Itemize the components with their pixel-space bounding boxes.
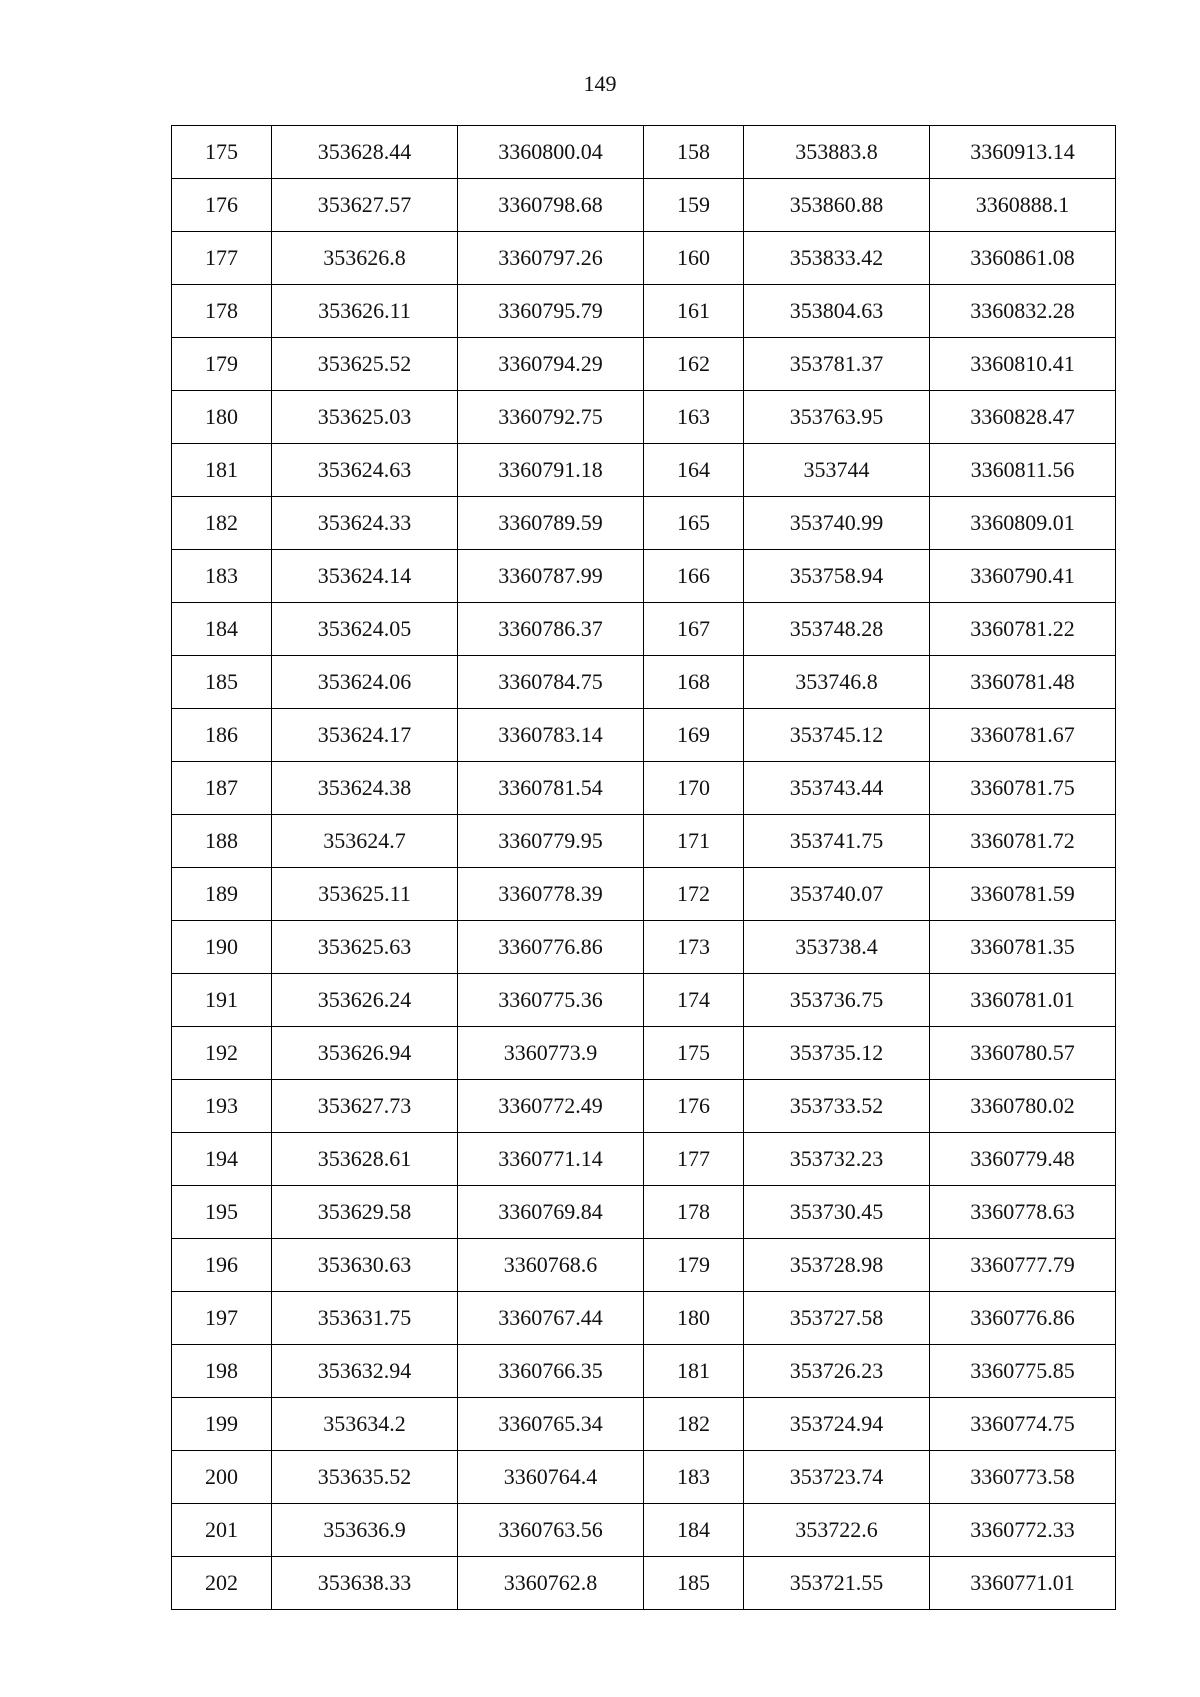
- table-row: [172, 1080, 1116, 1133]
- point-id-cell: 169: [644, 709, 744, 762]
- x-coordinate-cell: 353624.38: [272, 762, 458, 815]
- table-row: [172, 709, 1116, 762]
- point-id-cell: 183: [644, 1451, 744, 1504]
- x-coordinate-cell: 353804.63: [744, 285, 930, 338]
- table-row: [172, 444, 1116, 497]
- point-id-cell: 194: [172, 1133, 272, 1186]
- y-coordinate-cell: 3360765.34: [458, 1398, 644, 1451]
- x-coordinate-cell: 353626.94: [272, 1027, 458, 1080]
- table-row: [172, 550, 1116, 603]
- y-coordinate-cell: 3360762.8: [458, 1557, 644, 1610]
- y-coordinate-cell: 3360809.01: [930, 497, 1116, 550]
- x-coordinate-cell: 353624.33: [272, 497, 458, 550]
- y-coordinate-cell: 3360781.72: [930, 815, 1116, 868]
- table-row: [172, 1557, 1116, 1610]
- point-id-cell: 180: [644, 1292, 744, 1345]
- point-id-cell: 176: [172, 179, 272, 232]
- point-id-cell: 201: [172, 1504, 272, 1557]
- table-row: [172, 1292, 1116, 1345]
- table-row: [172, 1398, 1116, 1451]
- x-coordinate-cell: 353758.94: [744, 550, 930, 603]
- point-id-cell: 180: [172, 391, 272, 444]
- x-coordinate-cell: 353624.63: [272, 444, 458, 497]
- point-id-cell: 192: [172, 1027, 272, 1080]
- x-coordinate-cell: 353628.44: [272, 126, 458, 179]
- y-coordinate-cell: 3360861.08: [930, 232, 1116, 285]
- y-coordinate-cell: 3360774.75: [930, 1398, 1116, 1451]
- y-coordinate-cell: 3360789.59: [458, 497, 644, 550]
- x-coordinate-cell: 353740.07: [744, 868, 930, 921]
- x-coordinate-cell: 353634.2: [272, 1398, 458, 1451]
- y-coordinate-cell: 3360781.54: [458, 762, 644, 815]
- table-row: [172, 762, 1116, 815]
- x-coordinate-cell: 353733.52: [744, 1080, 930, 1133]
- y-coordinate-cell: 3360781.59: [930, 868, 1116, 921]
- point-id-cell: 185: [644, 1557, 744, 1610]
- y-coordinate-cell: 3360800.04: [458, 126, 644, 179]
- point-id-cell: 158: [644, 126, 744, 179]
- table-row: [172, 1239, 1116, 1292]
- table-row: [172, 338, 1116, 391]
- point-id-cell: 198: [172, 1345, 272, 1398]
- point-id-cell: 184: [644, 1504, 744, 1557]
- table-row: [172, 232, 1116, 285]
- x-coordinate-cell: 353732.23: [744, 1133, 930, 1186]
- point-id-cell: 195: [172, 1186, 272, 1239]
- x-coordinate-cell: 353626.8: [272, 232, 458, 285]
- page-number: 149: [583, 71, 617, 96]
- point-id-cell: 181: [644, 1345, 744, 1398]
- x-coordinate-cell: 353624.17: [272, 709, 458, 762]
- x-coordinate-cell: 353626.24: [272, 974, 458, 1027]
- x-coordinate-cell: 353738.4: [744, 921, 930, 974]
- x-coordinate-cell: 353726.23: [744, 1345, 930, 1398]
- x-coordinate-cell: 353624.06: [272, 656, 458, 709]
- x-coordinate-cell: 353740.99: [744, 497, 930, 550]
- table-row: [172, 391, 1116, 444]
- y-coordinate-cell: 3360779.48: [930, 1133, 1116, 1186]
- y-coordinate-cell: 3360794.29: [458, 338, 644, 391]
- x-coordinate-cell: 353627.57: [272, 179, 458, 232]
- y-coordinate-cell: 3360888.1: [930, 179, 1116, 232]
- point-id-cell: 171: [644, 815, 744, 868]
- y-coordinate-cell: 3360769.84: [458, 1186, 644, 1239]
- coordinate-table: [171, 125, 1116, 1610]
- point-id-cell: 179: [644, 1239, 744, 1292]
- y-coordinate-cell: 3360772.49: [458, 1080, 644, 1133]
- x-coordinate-cell: 353727.58: [744, 1292, 930, 1345]
- x-coordinate-cell: 353722.6: [744, 1504, 930, 1557]
- x-coordinate-cell: 353736.75: [744, 974, 930, 1027]
- x-coordinate-cell: 353626.11: [272, 285, 458, 338]
- point-id-cell: 162: [644, 338, 744, 391]
- y-coordinate-cell: 3360775.36: [458, 974, 644, 1027]
- point-id-cell: 178: [172, 285, 272, 338]
- y-coordinate-cell: 3360828.47: [930, 391, 1116, 444]
- y-coordinate-cell: 3360781.35: [930, 921, 1116, 974]
- point-id-cell: 164: [644, 444, 744, 497]
- point-id-cell: 177: [172, 232, 272, 285]
- y-coordinate-cell: 3360779.95: [458, 815, 644, 868]
- point-id-cell: 202: [172, 1557, 272, 1610]
- point-id-cell: 199: [172, 1398, 272, 1451]
- y-coordinate-cell: 3360780.02: [930, 1080, 1116, 1133]
- y-coordinate-cell: 3360781.01: [930, 974, 1116, 1027]
- y-coordinate-cell: 3360778.39: [458, 868, 644, 921]
- point-id-cell: 175: [172, 126, 272, 179]
- x-coordinate-cell: 353624.05: [272, 603, 458, 656]
- x-coordinate-cell: 353724.94: [744, 1398, 930, 1451]
- table-row: [172, 1345, 1116, 1398]
- y-coordinate-cell: 3360781.67: [930, 709, 1116, 762]
- y-coordinate-cell: 3360781.48: [930, 656, 1116, 709]
- point-id-cell: 160: [644, 232, 744, 285]
- x-coordinate-cell: 353629.58: [272, 1186, 458, 1239]
- x-coordinate-cell: 353744: [744, 444, 930, 497]
- point-id-cell: 166: [644, 550, 744, 603]
- point-id-cell: 193: [172, 1080, 272, 1133]
- point-id-cell: 200: [172, 1451, 272, 1504]
- y-coordinate-cell: 3360780.57: [930, 1027, 1116, 1080]
- table-row: [172, 126, 1116, 179]
- x-coordinate-cell: 353625.03: [272, 391, 458, 444]
- point-id-cell: 175: [644, 1027, 744, 1080]
- x-coordinate-cell: 353636.9: [272, 1504, 458, 1557]
- x-coordinate-cell: 353748.28: [744, 603, 930, 656]
- point-id-cell: 181: [172, 444, 272, 497]
- y-coordinate-cell: 3360797.26: [458, 232, 644, 285]
- point-id-cell: 177: [644, 1133, 744, 1186]
- point-id-cell: 179: [172, 338, 272, 391]
- x-coordinate-cell: 353745.12: [744, 709, 930, 762]
- point-id-cell: 178: [644, 1186, 744, 1239]
- point-id-cell: 187: [172, 762, 272, 815]
- x-coordinate-cell: 353721.55: [744, 1557, 930, 1610]
- point-id-cell: 168: [644, 656, 744, 709]
- y-coordinate-cell: 3360811.56: [930, 444, 1116, 497]
- table-row: [172, 868, 1116, 921]
- y-coordinate-cell: 3360766.35: [458, 1345, 644, 1398]
- y-coordinate-cell: 3360764.4: [458, 1451, 644, 1504]
- y-coordinate-cell: 3360777.79: [930, 1239, 1116, 1292]
- x-coordinate-cell: 353635.52: [272, 1451, 458, 1504]
- table-row: [172, 1504, 1116, 1557]
- x-coordinate-cell: 353735.12: [744, 1027, 930, 1080]
- point-id-cell: 174: [644, 974, 744, 1027]
- point-id-cell: 182: [644, 1398, 744, 1451]
- point-id-cell: 190: [172, 921, 272, 974]
- y-coordinate-cell: 3360790.41: [930, 550, 1116, 603]
- y-coordinate-cell: 3360768.6: [458, 1239, 644, 1292]
- table-row: [172, 656, 1116, 709]
- x-coordinate-cell: 353624.7: [272, 815, 458, 868]
- table-row: [172, 1451, 1116, 1504]
- x-coordinate-cell: 353631.75: [272, 1292, 458, 1345]
- table-row: [172, 1133, 1116, 1186]
- point-id-cell: 170: [644, 762, 744, 815]
- y-coordinate-cell: 3360767.44: [458, 1292, 644, 1345]
- x-coordinate-cell: 353723.74: [744, 1451, 930, 1504]
- point-id-cell: 176: [644, 1080, 744, 1133]
- y-coordinate-cell: 3360781.75: [930, 762, 1116, 815]
- x-coordinate-cell: 353741.75: [744, 815, 930, 868]
- y-coordinate-cell: 3360771.14: [458, 1133, 644, 1186]
- x-coordinate-cell: 353625.63: [272, 921, 458, 974]
- y-coordinate-cell: 3360776.86: [458, 921, 644, 974]
- x-coordinate-cell: 353628.61: [272, 1133, 458, 1186]
- point-id-cell: 165: [644, 497, 744, 550]
- table-row: [172, 1186, 1116, 1239]
- x-coordinate-cell: 353781.37: [744, 338, 930, 391]
- point-id-cell: 159: [644, 179, 744, 232]
- x-coordinate-cell: 353860.88: [744, 179, 930, 232]
- table-row: [172, 285, 1116, 338]
- point-id-cell: 173: [644, 921, 744, 974]
- x-coordinate-cell: 353746.8: [744, 656, 930, 709]
- x-coordinate-cell: 353833.42: [744, 232, 930, 285]
- table-row: [172, 497, 1116, 550]
- point-id-cell: 161: [644, 285, 744, 338]
- table-row: [172, 815, 1116, 868]
- y-coordinate-cell: 3360773.58: [930, 1451, 1116, 1504]
- y-coordinate-cell: 3360792.75: [458, 391, 644, 444]
- y-coordinate-cell: 3360791.18: [458, 444, 644, 497]
- y-coordinate-cell: 3360771.01: [930, 1557, 1116, 1610]
- table-row: [172, 603, 1116, 656]
- table-row: [172, 921, 1116, 974]
- y-coordinate-cell: 3360832.28: [930, 285, 1116, 338]
- x-coordinate-cell: 353763.95: [744, 391, 930, 444]
- x-coordinate-cell: 353730.45: [744, 1186, 930, 1239]
- y-coordinate-cell: 3360772.33: [930, 1504, 1116, 1557]
- x-coordinate-cell: 353638.33: [272, 1557, 458, 1610]
- x-coordinate-cell: 353728.98: [744, 1239, 930, 1292]
- point-id-cell: 167: [644, 603, 744, 656]
- table-row: [172, 1027, 1116, 1080]
- y-coordinate-cell: 3360798.68: [458, 179, 644, 232]
- coordinate-table-body: [172, 126, 1116, 1610]
- y-coordinate-cell: 3360913.14: [930, 126, 1116, 179]
- x-coordinate-cell: 353625.52: [272, 338, 458, 391]
- point-id-cell: 182: [172, 497, 272, 550]
- y-coordinate-cell: 3360778.63: [930, 1186, 1116, 1239]
- x-coordinate-cell: 353743.44: [744, 762, 930, 815]
- y-coordinate-cell: 3360783.14: [458, 709, 644, 762]
- point-id-cell: 197: [172, 1292, 272, 1345]
- x-coordinate-cell: 353883.8: [744, 126, 930, 179]
- x-coordinate-cell: 353630.63: [272, 1239, 458, 1292]
- point-id-cell: 163: [644, 391, 744, 444]
- x-coordinate-cell: 353624.14: [272, 550, 458, 603]
- y-coordinate-cell: 3360786.37: [458, 603, 644, 656]
- y-coordinate-cell: 3360784.75: [458, 656, 644, 709]
- x-coordinate-cell: 353625.11: [272, 868, 458, 921]
- point-id-cell: 189: [172, 868, 272, 921]
- point-id-cell: 172: [644, 868, 744, 921]
- y-coordinate-cell: 3360781.22: [930, 603, 1116, 656]
- point-id-cell: 191: [172, 974, 272, 1027]
- x-coordinate-cell: 353627.73: [272, 1080, 458, 1133]
- table-row: [172, 974, 1116, 1027]
- y-coordinate-cell: 3360795.79: [458, 285, 644, 338]
- point-id-cell: 184: [172, 603, 272, 656]
- y-coordinate-cell: 3360776.86: [930, 1292, 1116, 1345]
- y-coordinate-cell: 3360775.85: [930, 1345, 1116, 1398]
- point-id-cell: 185: [172, 656, 272, 709]
- table-row: [172, 179, 1116, 232]
- point-id-cell: 186: [172, 709, 272, 762]
- point-id-cell: 188: [172, 815, 272, 868]
- y-coordinate-cell: 3360773.9: [458, 1027, 644, 1080]
- y-coordinate-cell: 3360810.41: [930, 338, 1116, 391]
- y-coordinate-cell: 3360787.99: [458, 550, 644, 603]
- x-coordinate-cell: 353632.94: [272, 1345, 458, 1398]
- point-id-cell: 183: [172, 550, 272, 603]
- point-id-cell: 196: [172, 1239, 272, 1292]
- y-coordinate-cell: 3360763.56: [458, 1504, 644, 1557]
